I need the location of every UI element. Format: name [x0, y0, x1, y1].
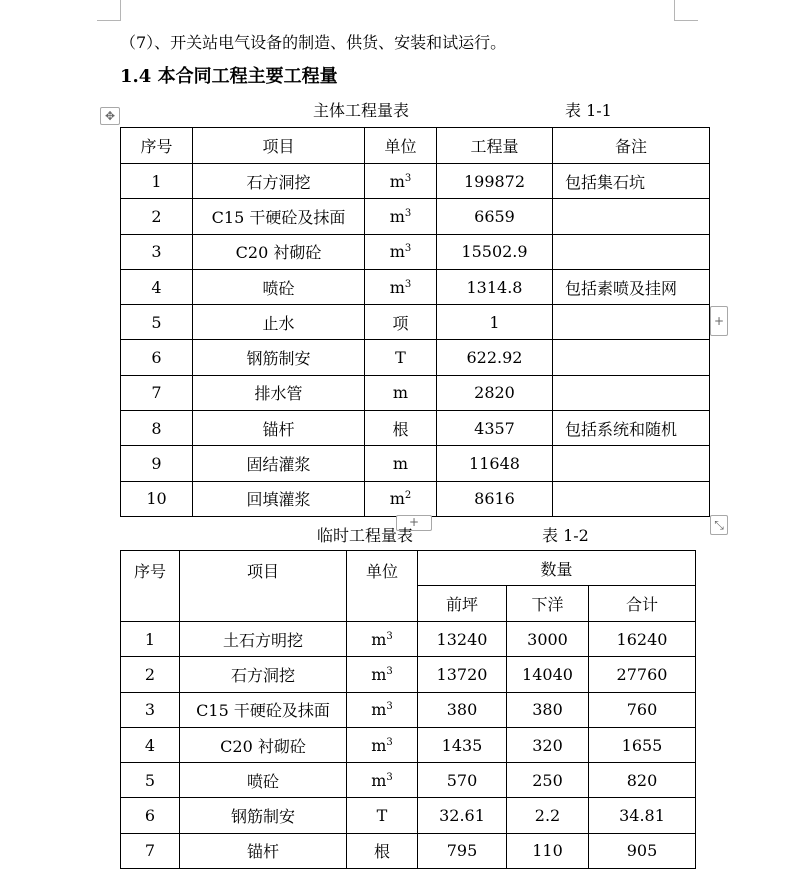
unit-text: m	[371, 735, 387, 755]
t1-qty: 8616	[437, 481, 553, 516]
crop-mark-left-h	[97, 20, 121, 21]
t2-no: 3	[121, 692, 180, 727]
t2-header-qianping: 前坪	[418, 586, 507, 622]
unit-text: m	[389, 489, 405, 509]
t2-item: C15 干硬砼及抹面	[180, 692, 347, 727]
table-row	[121, 269, 710, 304]
t1-unit	[365, 234, 437, 269]
unit-text: T	[376, 806, 388, 826]
unit-text: m	[371, 770, 387, 790]
t2-qianping: 13720	[418, 657, 507, 692]
t1-qty: 6659	[437, 199, 553, 234]
t2-total: 16240	[589, 622, 696, 657]
table-row	[121, 305, 710, 340]
crop-mark-left-v	[120, 0, 121, 20]
unit-text: 项	[392, 313, 409, 333]
t1-no: 1	[121, 164, 193, 199]
table1-number: 表 1-1	[565, 101, 612, 120]
unit-text: m	[392, 383, 409, 403]
t2-item: 石方洞挖	[180, 657, 347, 692]
t2-unit	[347, 763, 418, 798]
t1-no: 9	[121, 446, 193, 481]
t1-unit	[365, 269, 437, 304]
intro-paragraph: （7）、开关站电气设备的制造、供货、安装和试运行。	[120, 33, 507, 52]
t1-qty: 11648	[437, 446, 553, 481]
table-row	[121, 622, 696, 657]
t1-item: 回填灌浆	[193, 481, 365, 516]
t1-note	[553, 234, 710, 269]
t1-header-no: 序号	[121, 128, 193, 164]
t1-note: 包括集石坑	[553, 164, 710, 199]
t1-unit	[365, 340, 437, 375]
unit-exponent: 3	[404, 207, 412, 219]
unit-text: m	[389, 277, 405, 297]
add-row-button[interactable]: +	[396, 515, 432, 531]
t1-qty: 4357	[437, 411, 553, 446]
t2-no: 4	[121, 727, 180, 762]
add-column-button[interactable]: +	[710, 306, 728, 336]
unit-exponent: 2	[404, 490, 412, 502]
t2-item: 喷砼	[180, 763, 347, 798]
t2-total: 27760	[589, 657, 696, 692]
unit-text: T	[395, 348, 406, 368]
t1-header-qty: 工程量	[437, 128, 553, 164]
t2-item: 钢筋制安	[180, 798, 347, 833]
t1-note	[553, 375, 710, 410]
t2-header-item: 项目	[180, 551, 347, 622]
t2-unit	[347, 727, 418, 762]
unit-text: 根	[392, 419, 409, 439]
t2-no: 7	[121, 833, 180, 868]
t2-qianping: 795	[418, 833, 507, 868]
table-row	[121, 692, 696, 727]
t1-qty: 1	[437, 305, 553, 340]
t2-total: 760	[589, 692, 696, 727]
t2-header-total: 合计	[589, 586, 696, 622]
t1-note	[553, 481, 710, 516]
t2-qianping: 13240	[418, 622, 507, 657]
t1-no: 3	[121, 234, 193, 269]
unit-text: m	[371, 664, 387, 684]
t1-unit	[365, 411, 437, 446]
t2-xiayang: 3000	[507, 622, 589, 657]
t1-unit	[365, 375, 437, 410]
t2-qianping: 32.61	[418, 798, 507, 833]
main-quantities-table	[120, 127, 710, 517]
t1-note	[553, 199, 710, 234]
crop-mark-right-h	[674, 20, 698, 21]
t2-item: 锚杆	[180, 833, 347, 868]
t1-no: 5	[121, 305, 193, 340]
t1-item: 排水管	[193, 375, 365, 410]
t2-header-xiayang: 下洋	[507, 586, 589, 622]
unit-exponent: 3	[386, 665, 393, 677]
temporary-quantities-table	[120, 550, 696, 869]
t2-no: 1	[121, 622, 180, 657]
table-row	[121, 657, 696, 692]
t1-header-note: 备注	[553, 128, 710, 164]
t1-note: 包括素喷及挂网	[553, 269, 710, 304]
t1-header-unit: 单位	[365, 128, 437, 164]
unit-exponent: 3	[404, 278, 412, 290]
t2-unit	[347, 833, 418, 868]
t2-no: 6	[121, 798, 180, 833]
table-row	[121, 833, 696, 868]
table-row	[121, 481, 710, 516]
table-row	[121, 798, 696, 833]
t1-header-item: 项目	[193, 128, 365, 164]
t1-item: C15 干硬砼及抹面	[193, 199, 365, 234]
unit-exponent: 3	[404, 243, 412, 255]
table-row	[121, 727, 696, 762]
unit-text: m	[371, 629, 387, 649]
t1-no: 7	[121, 375, 193, 410]
table-row	[121, 375, 710, 410]
t1-no: 4	[121, 269, 193, 304]
t1-item: 喷砼	[193, 269, 365, 304]
table2-number: 表 1-2	[542, 526, 589, 545]
table-row	[121, 763, 696, 798]
t2-header-unit: 单位	[347, 551, 418, 622]
t2-item: 土石方明挖	[180, 622, 347, 657]
table-row	[121, 340, 710, 375]
t1-note	[553, 340, 710, 375]
t2-xiayang: 320	[507, 727, 589, 762]
t2-header-qty-group: 数量	[418, 551, 696, 586]
table1-caption: 主体工程量表	[313, 101, 410, 120]
t2-header-no: 序号	[121, 551, 180, 622]
t1-unit	[365, 199, 437, 234]
t1-item: 固结灌浆	[193, 446, 365, 481]
unit-text: 根	[373, 842, 390, 862]
t1-unit	[365, 164, 437, 199]
t1-note	[553, 305, 710, 340]
t2-item: C20 衬砌砼	[180, 727, 347, 762]
table-row	[121, 411, 710, 446]
t1-note	[553, 446, 710, 481]
unit-exponent: 3	[386, 630, 393, 642]
t1-note: 包括系统和随机	[553, 411, 710, 446]
unit-text: m	[389, 242, 405, 262]
table-row	[121, 234, 710, 269]
t1-item: 止水	[193, 305, 365, 340]
unit-text: m	[392, 454, 409, 474]
crop-mark-right-v	[674, 0, 675, 20]
unit-text: m	[389, 206, 405, 226]
t1-no: 2	[121, 199, 193, 234]
unit-exponent: 3	[386, 771, 393, 783]
t1-item: 石方洞挖	[193, 164, 365, 199]
unit-text: m	[371, 700, 387, 720]
table-row	[121, 164, 710, 199]
t2-qianping: 1435	[418, 727, 507, 762]
t2-total: 820	[589, 763, 696, 798]
table-move-handle-icon[interactable]: ✥	[100, 107, 120, 125]
t2-unit	[347, 657, 418, 692]
t1-qty: 15502.9	[437, 234, 553, 269]
unit-exponent: 3	[386, 701, 393, 713]
table-row	[121, 199, 710, 234]
t1-unit	[365, 305, 437, 340]
section-heading: 1.4 本合同工程主要工程量	[120, 66, 338, 87]
table-resize-handle-icon[interactable]: ⤡	[710, 515, 728, 535]
t2-xiayang: 380	[507, 692, 589, 727]
unit-exponent: 3	[386, 736, 393, 748]
t2-total: 1655	[589, 727, 696, 762]
t1-unit	[365, 446, 437, 481]
t2-no: 5	[121, 763, 180, 798]
t1-unit	[365, 481, 437, 516]
t2-qianping: 570	[418, 763, 507, 798]
t2-xiayang: 2.2	[507, 798, 589, 833]
t2-total: 34.81	[589, 798, 696, 833]
t1-qty: 1314.8	[437, 269, 553, 304]
t1-qty: 622.92	[437, 340, 553, 375]
t2-no: 2	[121, 657, 180, 692]
t1-item: 钢筋制安	[193, 340, 365, 375]
unit-exponent: 3	[404, 172, 412, 184]
t2-unit	[347, 692, 418, 727]
table2-caption: 临时工程量表	[317, 526, 414, 545]
t2-qianping: 380	[418, 692, 507, 727]
t1-item: 锚杆	[193, 411, 365, 446]
t1-item: C20 衬砌砼	[193, 234, 365, 269]
t2-xiayang: 14040	[507, 657, 589, 692]
t2-total: 905	[589, 833, 696, 868]
t1-no: 8	[121, 411, 193, 446]
t1-qty: 199872	[437, 164, 553, 199]
t1-no: 6	[121, 340, 193, 375]
t1-qty: 2820	[437, 375, 553, 410]
table-row	[121, 446, 710, 481]
t1-no: 10	[121, 481, 193, 516]
t2-unit	[347, 798, 418, 833]
t2-xiayang: 110	[507, 833, 589, 868]
unit-text: m	[389, 171, 405, 191]
t2-xiayang: 250	[507, 763, 589, 798]
t2-unit	[347, 622, 418, 657]
